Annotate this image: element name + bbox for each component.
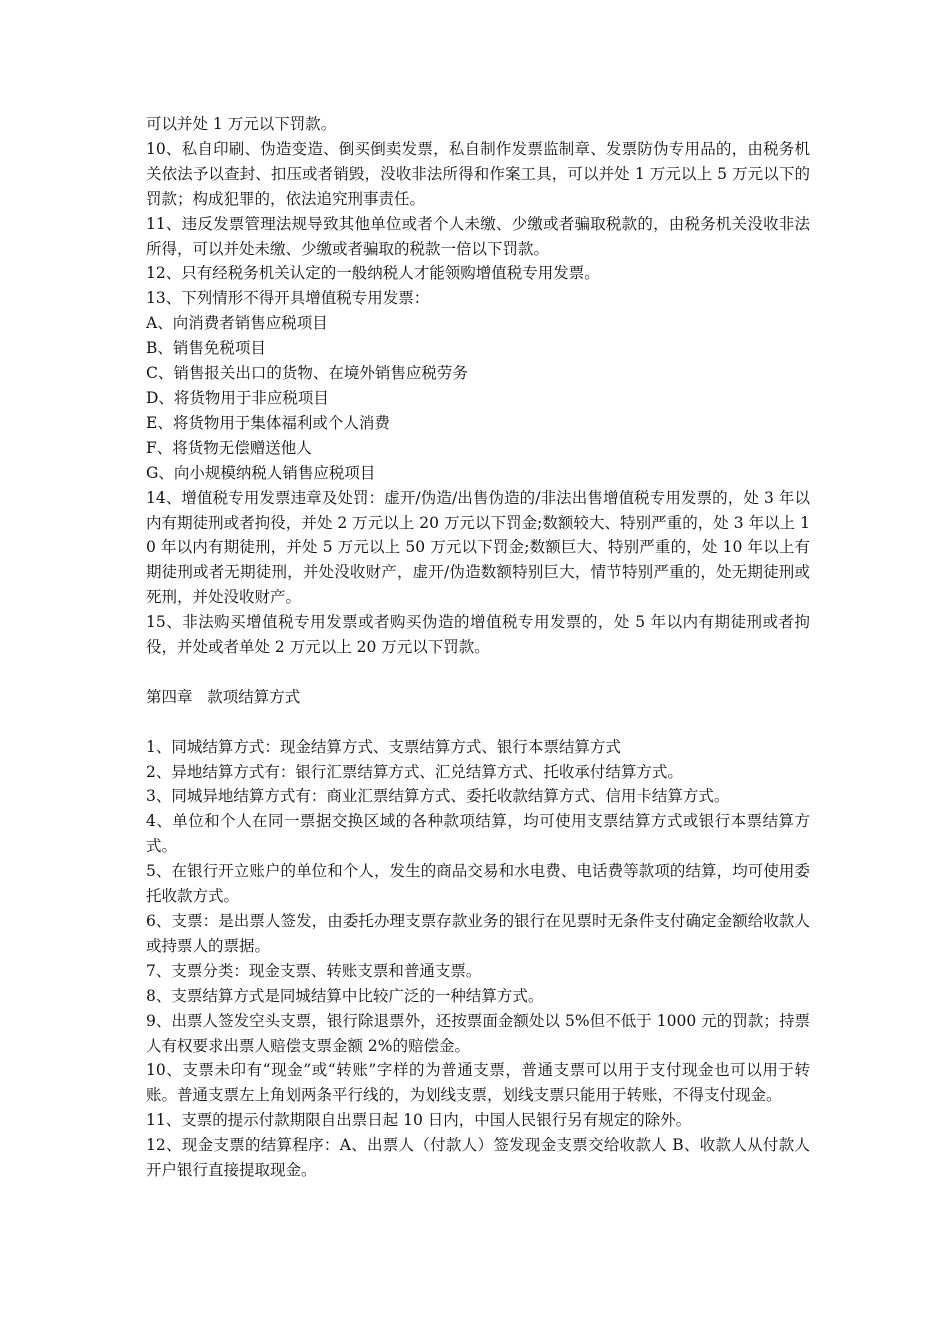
list-item-c: C、销售报关出口的货物、在境外销售应税劳务 bbox=[146, 364, 468, 383]
list-item-d: D、将货物用于非应税项目 bbox=[146, 388, 329, 407]
paragraph-item-15: 15、非法购买增值税专用发票或者购买伪造的增值税专用发票的，处 5 年以内有期徒刑或者拘役，并处或者单处 2 万元以上 20 万元以下罚款。 bbox=[146, 613, 810, 657]
paragraph-item-12: 12、只有经税务机关认定的一般纳税人才能领购增值税专用发票。 bbox=[146, 264, 600, 283]
paragraph-continuation: 可以并处 1 万元以下罚款。 bbox=[146, 115, 337, 133]
section-item-3: 3、同城异地结算方式有：商业汇票结算方式、委托收款结算方式、信用卡结算方式。 bbox=[146, 787, 730, 806]
section-item-11: 11、支票的提示付款期限自出票日起 10 日内，中国人民银行另有规定的除外。 bbox=[146, 1111, 692, 1130]
section-item-7: 7、支票分类：现金支票、转账支票和普通支票。 bbox=[146, 961, 482, 980]
chapter-heading: 第四章 款项结算方式 bbox=[146, 687, 301, 706]
section-item-8: 8、支票结算方式是同城结算中比较广泛的一种结算方式。 bbox=[146, 986, 544, 1005]
list-item-g: G、向小规模纳税人销售应税项目 bbox=[146, 463, 376, 482]
section-item-10: 10、支票未印有“现金”或“转账”字样的为普通支票，普通支票可以用于支付现金也可以用于转账。普通支票左上角划两条平行线的，为划线支票，划线支票只能用于转账，不得支付现金。 bbox=[146, 1061, 810, 1105]
paragraph-item-10: 10、私自印刷、伪造变造、倒买倒卖发票，私自制作发票监制章、发票防伪专用品的，由税务机关依法予以查封、扣压或者销毁，没收非法所得和作案工具，可以并处 1 万元以上 5 万元以下的罚款；构成犯罪的，依法追究刑事责任。 bbox=[146, 139, 810, 208]
section-item-5: 5、在银行开立账户的单位和个人，发生的商品交易和水电费、电话费等款项的结算，均可使用委托收款方式。 bbox=[146, 862, 810, 906]
section-item-6: 6、支票：是出票人签发，由委托办理支票存款业务的银行在见票时无条件支付确定金额给收款人或持票人的票据。 bbox=[146, 911, 810, 955]
section-item-1: 1、同城结算方式：现金结算方式、支票结算方式、银行本票结算方式 bbox=[146, 737, 621, 756]
section-item-9: 9、出票人签发空头支票，银行除退票外，还按票面金额处以 5%但不低于 1000 元的罚款；持票人有权要求出票人赔偿支票金额 2%的赔偿金。 bbox=[146, 1011, 810, 1055]
list-item-b: B、销售免税项目 bbox=[146, 339, 266, 358]
section-item-4: 4、单位和个人在同一票据交换区域的各种款项结算，均可使用支票结算方式或银行本票结算方式。 bbox=[146, 812, 810, 856]
document-body bbox=[146, 112, 810, 1183]
paragraph-item-11: 11、违反发票管理法规导致其他单位或者个人未缴、少缴或者骗取税款的，由税务机关没收非法所得，可以并处未缴、少缴或者骗取的税款一倍以下罚款。 bbox=[146, 214, 810, 258]
paragraph-item-14: 14、增值税专用发票违章及处罚：虚开/伪造/出售伪造的/非法出售增值税专用发票的，处 3 年以内有期徒刑或者拘役，并处 2 万元以上 20 万元以下罚金;数额较大、特别严重的，处 3 年以上 10 年以内有期徒刑，并处 5 万元以上 50 万元以下罚金;数额巨大、特别严重的，处 10 年以上有期徒刑或者无期徒刑，并处没收财产，虚开/伪造数额特别巨大，情节特别严重的，处无期徒刑或死刑，并处没收财产。 bbox=[146, 488, 810, 607]
section-item-12: 12、现金支票的结算程序：A、出票人（付款人）签发现金支票交给收款人 B、收款人从付款人开户银行直接提取现金。 bbox=[146, 1136, 810, 1180]
list-item-f: F、将货物无偿赠送他人 bbox=[146, 438, 312, 457]
list-item-e: E、将货物用于集体福利或个人消费 bbox=[146, 413, 390, 432]
section-item-2: 2、异地结算方式有：银行汇票结算方式、汇兑结算方式、托收承付结算方式。 bbox=[146, 762, 683, 781]
list-item-a: A、向消费者销售应税项目 bbox=[146, 314, 328, 333]
paragraph-item-13: 13、下列情形不得开具增值税专用发票： bbox=[146, 289, 430, 308]
